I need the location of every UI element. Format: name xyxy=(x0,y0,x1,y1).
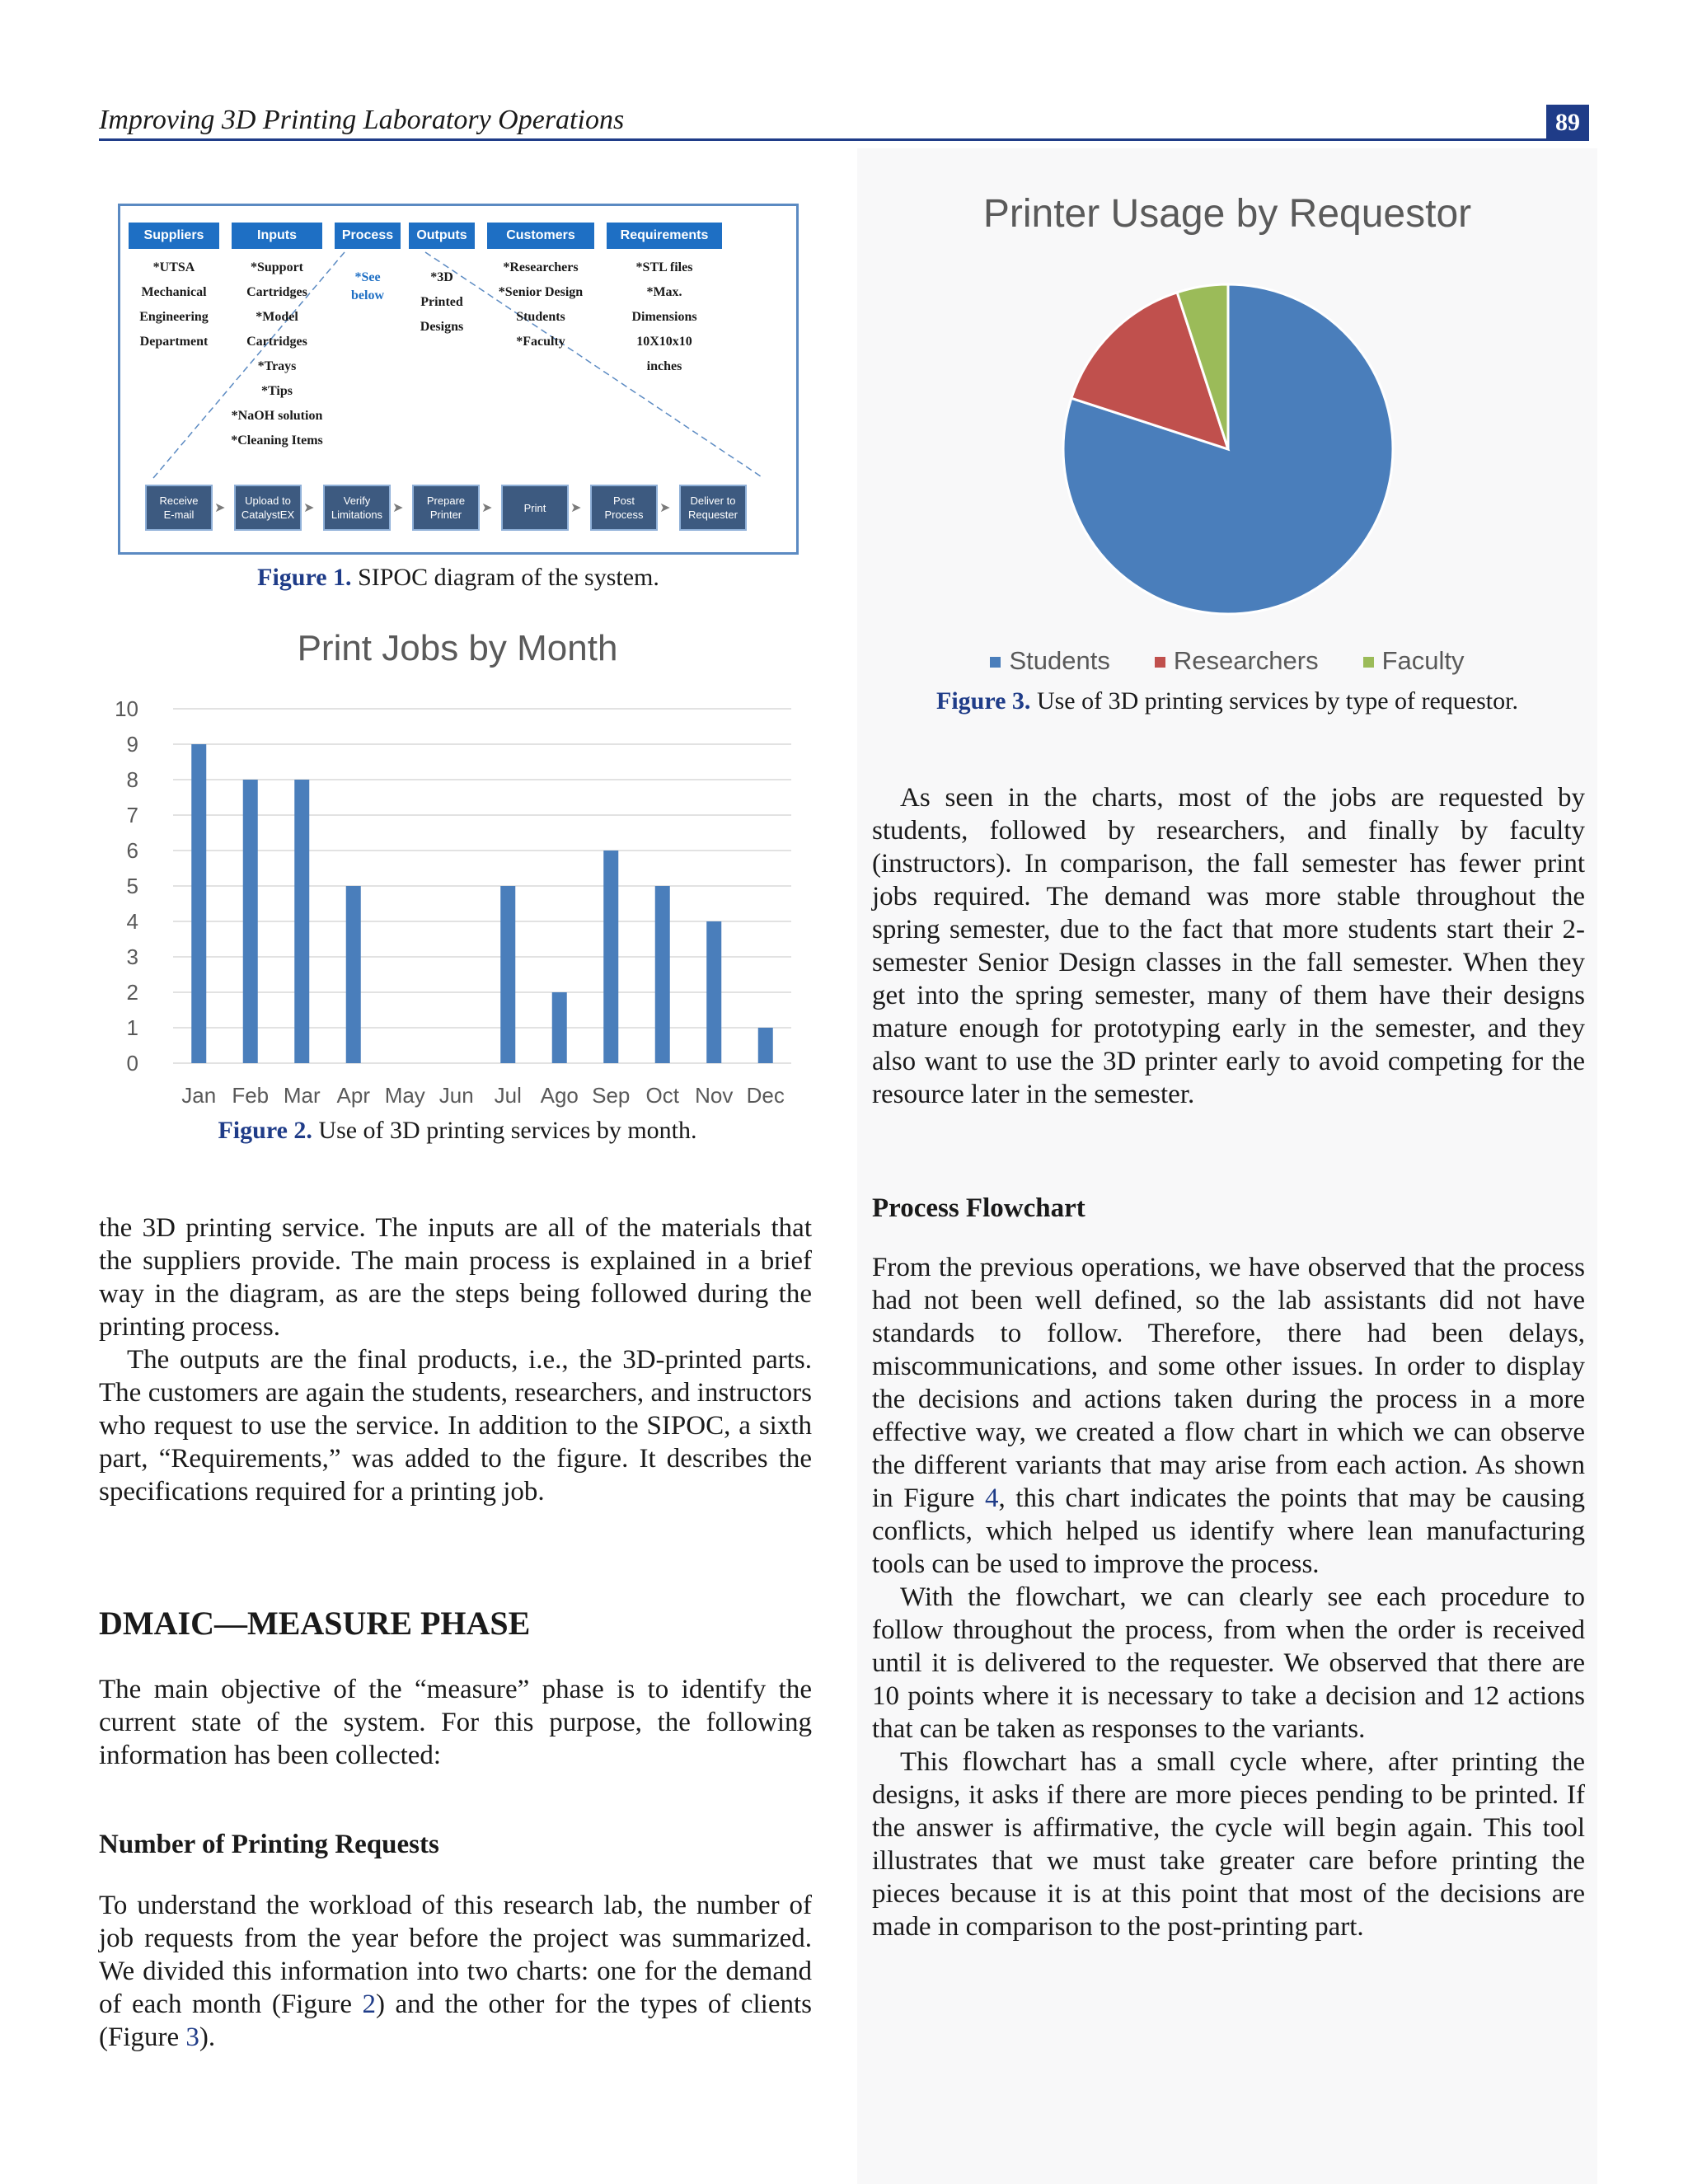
bar-jul xyxy=(500,886,515,1063)
arrow-right-icon: ➤ xyxy=(214,501,226,515)
y-tick-label: 9 xyxy=(126,732,138,757)
sipoc-text: below xyxy=(351,288,384,302)
bar-chart-title: Print Jobs by Month xyxy=(297,628,618,668)
pie-legend xyxy=(857,646,1597,676)
paragraph: The outputs are the final products, i.e., the 3D-printed parts. The customers are again the students, researchers, and instructors who request to use the service. In addition to the SIPOC, a sixth part, “Requirements,” was added to the figure. It describes the specifications required for a printing job. xyxy=(99,1345,812,1507)
process-step-print xyxy=(501,485,569,531)
sipoc-text: Printed xyxy=(420,295,463,309)
sipoc-text: Cartridges xyxy=(246,285,307,299)
step-text: Receive xyxy=(159,494,199,507)
figure-2-label: Figure 2. xyxy=(218,1117,312,1144)
text-run: From the previous operations, we have observed that the process had not been well defined, so the lab assistants did not have standards to follow. Therefore, there had been delays, miscommunications, and some other issues. In order to display the decisions and actions taken during the process in a more effective way, we created a flow chart in which we can observe the different variants that may arise from each action. As shown in Figure xyxy=(872,1253,1585,1513)
legend-item-faculty xyxy=(1363,646,1465,675)
sipoc-text: *UTSA xyxy=(152,260,195,274)
x-tick-label: May xyxy=(384,1083,425,1108)
paragraph: This flowchart has a small cycle where, after printing the designs, it asks if there are more pieces pending to be printed. If the answer is affirmative, the cycle will begin again. This tool illustrates that we must take greater care before printing the pieces because it is at this point that most of the decisions are made in comparison to the post-printing part. xyxy=(872,1747,1585,1942)
subheading-process-flowchart: Process Flowchart xyxy=(872,1193,1085,1223)
process-step-upload xyxy=(234,485,302,531)
text-run: ). xyxy=(199,2022,216,2052)
step-text: Printer xyxy=(429,509,462,521)
step-text: Upload to xyxy=(245,494,291,507)
sipoc-text: *STL files xyxy=(635,260,693,274)
y-tick-label: 10 xyxy=(115,696,138,721)
paragraph: With the flowchart, we can clearly see each procedure to follow throughout the process, from when the order is received until it is delivered to the requester. We observed that there are 10 points where it is necessary to take a decision and 12 actions that can be taken as responses to the variants. xyxy=(872,1582,1585,1744)
process-step-prepare xyxy=(412,485,480,531)
requests-paragraph xyxy=(99,1889,812,2054)
sipoc-header-inputs: Inputs xyxy=(232,223,322,249)
left-body-text xyxy=(99,1212,812,1508)
sipoc-suppliers xyxy=(120,255,227,354)
paragraph: The main objective of the “measure” phase is to identify the current state of the system. For this purpose, the following information has been collected: xyxy=(99,1675,812,1770)
section-heading: DMAIC—MEASURE PHASE xyxy=(99,1605,531,1642)
legend-swatch xyxy=(1155,657,1165,668)
x-tick-label: Jun xyxy=(438,1083,474,1108)
x-tick-label: Jul xyxy=(494,1083,522,1108)
x-tick-label: Apr xyxy=(336,1083,370,1108)
figure-3-caption xyxy=(857,687,1597,715)
bar-jan xyxy=(191,744,206,1063)
right-body-text xyxy=(872,781,1585,1111)
sipoc-header-process: Process xyxy=(335,223,401,249)
y-tick-label: 0 xyxy=(126,1051,138,1076)
text-run: To understand the workload of this research lab, the number of job requests from the year before the project was summarized. We divided this information into two charts: one for the demand of each month (Figure xyxy=(99,1891,812,2019)
sipoc-text: *Support xyxy=(250,260,304,274)
sipoc-text: *Max. xyxy=(646,285,682,299)
paragraph xyxy=(99,1889,812,2054)
sipoc-text: *NaOH solution xyxy=(231,409,323,423)
x-tick-label: Sep xyxy=(592,1083,631,1108)
bar-oct xyxy=(655,886,670,1063)
subheading-printing-requests: Number of Printing Requests xyxy=(99,1830,439,1859)
arrow-right-icon: ➤ xyxy=(659,501,671,515)
text-run: , this chart indicates the points that may be causing conflicts, which helped us identify where lean manufacturing tools can be used to improve the process. xyxy=(872,1483,1585,1579)
figure-3-link[interactable]: 3 xyxy=(185,2022,199,2052)
bar-sep xyxy=(603,851,618,1063)
paragraph xyxy=(872,1251,1585,1581)
x-tick-label: Dec xyxy=(746,1083,785,1108)
sipoc-diagram xyxy=(118,204,799,555)
sipoc-text: *Senior Design xyxy=(498,285,584,299)
sipoc-header-outputs: Outputs xyxy=(409,223,475,249)
y-tick-label: 1 xyxy=(126,1015,138,1040)
pie-chart-title: Printer Usage by Requestor xyxy=(982,192,1472,236)
step-text: Prepare xyxy=(426,494,466,507)
sipoc-text: *Cleaning Items xyxy=(231,434,323,448)
sipoc-text: *Model xyxy=(256,310,298,324)
measure-paragraph xyxy=(99,1673,812,1772)
legend-item-students xyxy=(990,646,1109,675)
y-tick-label: 3 xyxy=(126,944,138,969)
sipoc-text: inches xyxy=(646,359,682,373)
step-text: Deliver to xyxy=(690,494,736,507)
arrow-right-icon: ➤ xyxy=(570,501,582,515)
sipoc-header-suppliers: Suppliers xyxy=(129,223,219,249)
figure-2-caption xyxy=(99,1117,816,1145)
x-tick-label: Ago xyxy=(540,1083,579,1108)
figure-2-link[interactable]: 2 xyxy=(362,1990,376,2019)
pie-chart xyxy=(1047,276,1409,639)
sipoc-text: *See xyxy=(354,270,381,284)
process-step-verify xyxy=(323,485,391,531)
step-text: Requester xyxy=(688,509,738,521)
x-tick-label: Nov xyxy=(695,1083,734,1108)
sipoc-text: *Faculty xyxy=(516,335,565,349)
flowchart-text xyxy=(872,1251,1585,1943)
step-text: CatalystEX xyxy=(241,509,295,521)
y-tick-label: 7 xyxy=(126,803,138,827)
sipoc-text: Students xyxy=(516,310,565,324)
legend-item-researchers xyxy=(1155,646,1319,675)
x-tick-label: Jan xyxy=(181,1083,217,1108)
bar-ago xyxy=(552,992,567,1063)
sipoc-customers xyxy=(483,255,598,354)
bar-chart xyxy=(99,684,816,1113)
figure-3-text: Use of 3D printing services by type of requestor. xyxy=(1036,687,1518,715)
figure-1-label: Figure 1. xyxy=(257,564,352,591)
step-text: Verify xyxy=(343,494,371,507)
y-tick-label: 5 xyxy=(126,874,138,898)
bar-mar xyxy=(294,780,309,1063)
bar-dec xyxy=(758,1028,773,1063)
x-tick-label: Mar xyxy=(283,1083,321,1108)
step-text: Post xyxy=(612,494,635,507)
figure-3-label: Figure 3. xyxy=(936,687,1031,715)
paragraph: the 3D printing service. The inputs are all of the materials that the suppliers provide. The main process is explained in a brief way in the diagram, as are the steps being followed during the printing process. xyxy=(99,1213,812,1342)
bar-feb xyxy=(243,780,258,1063)
sipoc-text: *Tips xyxy=(261,384,293,398)
sipoc-text: Mechanical xyxy=(141,285,207,299)
paragraph: As seen in the charts, most of the jobs are requested by students, followed by researchers, and finally by faculty (instructors). In comparison, the fall semester has fewer print jobs required. The demand was more stable throughout the spring semester, due to the fact that more students start their 2-semester Senior Design classes in the fall semester. When they get into the spring semester, many of them have their designs mature enough for prototyping early in the semester, and they also want to use the 3D printer early to avoid competing for the resource later in the semester. xyxy=(872,783,1585,1109)
x-tick-label: Feb xyxy=(232,1083,270,1108)
sipoc-text: Department xyxy=(139,335,209,349)
legend-label: Faculty xyxy=(1381,646,1465,675)
process-step-receive-email xyxy=(145,485,213,531)
bar-nov xyxy=(706,921,721,1063)
figure-1-text: SIPOC diagram of the system. xyxy=(358,564,659,591)
sipoc-process xyxy=(336,269,399,305)
page-number: 89 xyxy=(1546,105,1589,141)
arrow-right-icon: ➤ xyxy=(481,501,493,515)
arrow-right-icon: ➤ xyxy=(303,501,315,515)
sipoc-text: *Researchers xyxy=(503,260,579,274)
sipoc-text: *Trays xyxy=(257,359,297,373)
legend-swatch xyxy=(1363,657,1374,668)
sipoc-text: Designs xyxy=(420,320,464,334)
figure-2-text: Use of 3D printing services by month. xyxy=(318,1117,697,1144)
step-text: Print xyxy=(523,501,546,514)
sipoc-requirements xyxy=(607,255,722,379)
step-text: Limitations xyxy=(331,509,383,521)
y-tick-label: 2 xyxy=(126,980,138,1005)
legend-label: Researchers xyxy=(1173,646,1319,675)
sipoc-text: Engineering xyxy=(139,310,209,324)
process-step-post-process xyxy=(590,485,658,531)
header-rule xyxy=(99,138,1589,141)
step-text: E-mail xyxy=(163,509,195,521)
figure-1-caption xyxy=(118,564,799,592)
legend-swatch xyxy=(990,657,1001,668)
figure-4-link[interactable]: 4 xyxy=(984,1483,999,1513)
running-title: Improving 3D Printing Laboratory Operations xyxy=(99,105,625,135)
sipoc-text: Dimensions xyxy=(631,310,697,324)
text-run: ) and the other for the types of clients (Figure xyxy=(99,1990,812,2052)
y-tick-label: 6 xyxy=(126,838,138,863)
y-tick-label: 4 xyxy=(126,909,138,934)
sipoc-text: 10X10x10 xyxy=(636,335,692,349)
sipoc-text: *3D xyxy=(430,270,453,284)
arrow-right-icon: ➤ xyxy=(392,501,404,515)
sipoc-text: Cartridges xyxy=(246,335,307,349)
sipoc-header-requirements: Requirements xyxy=(607,223,722,249)
y-tick-label: 8 xyxy=(126,767,138,792)
legend-label: Students xyxy=(1009,646,1110,675)
bar-apr xyxy=(346,886,361,1063)
sipoc-inputs xyxy=(215,255,339,453)
x-tick-label: Oct xyxy=(645,1083,679,1108)
step-text: Process xyxy=(604,509,644,521)
process-step-deliver xyxy=(679,485,747,531)
sipoc-header-customers: Customers xyxy=(487,223,594,249)
sipoc-outputs xyxy=(409,265,475,340)
